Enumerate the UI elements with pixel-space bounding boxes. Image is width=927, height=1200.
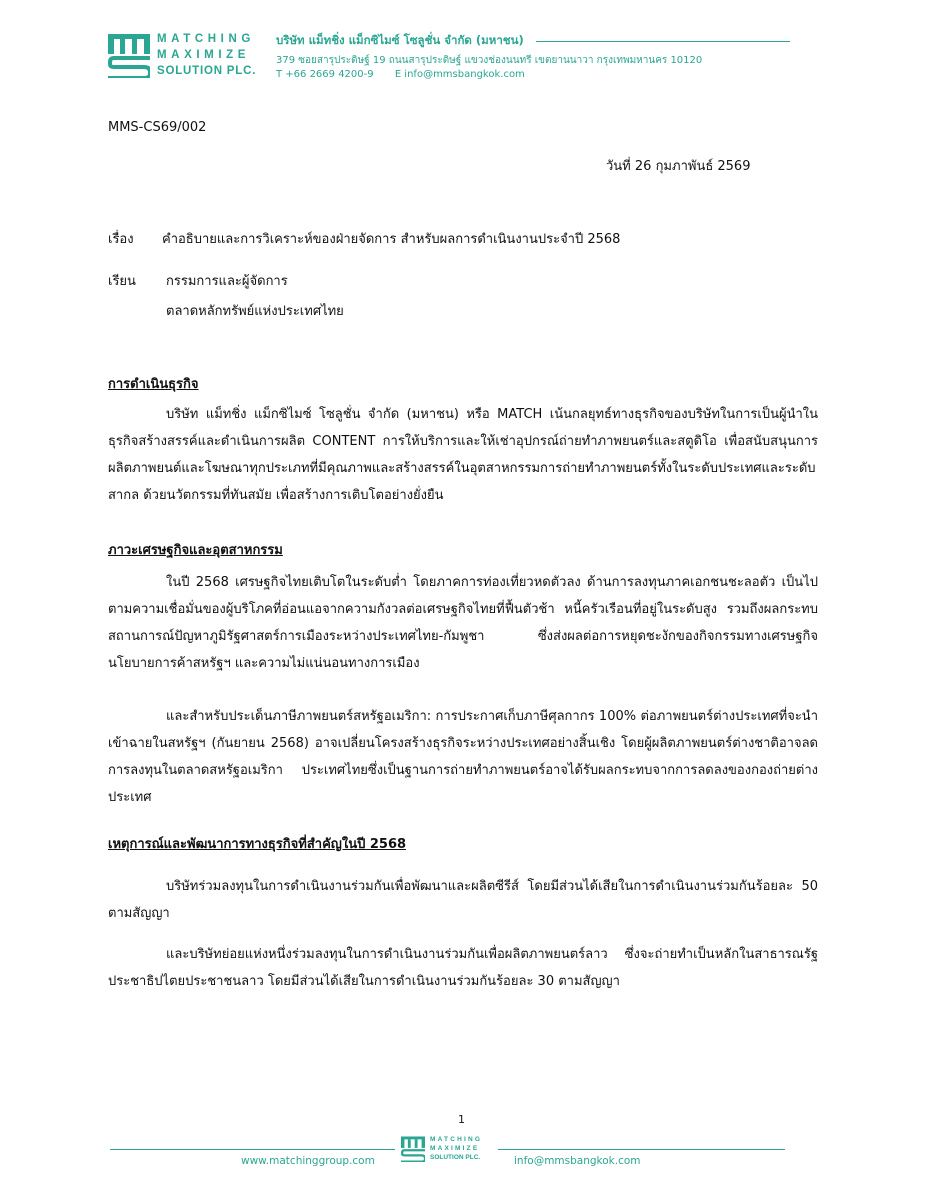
document-date: วันที่ 26 กุมภาพันธ์ 2569 [606, 159, 751, 174]
company-phone: T +66 2669 4200-9 [276, 69, 374, 80]
subject-text: คำอธิบายและการวิเคราะห์ของฝ่ายจัดการ สำหรับผลการดำเนินงานประจำปี 2568 [162, 232, 621, 247]
footer-divider-left [110, 1149, 395, 1150]
company-logo-text [157, 31, 256, 79]
company-name: บริษัท แม็ทชิ่ง แม็กซิไมซ์ โซลูชั่น จำกัด (มหาชน) [276, 33, 524, 47]
economy-paragraph-2 [108, 703, 818, 811]
logo-line-1: MATCHING [157, 33, 255, 45]
footer-logo-line-2: MAXIMIZE [430, 1145, 480, 1152]
business-paragraph [108, 401, 818, 509]
recipient-line-2: ตลาดหลักทรัพย์แห่งประเทศไทย [166, 304, 344, 319]
economy-paragraph-1 [108, 569, 818, 677]
header-divider [536, 41, 790, 42]
paragraph-text: บริษัทร่วมลงทุนในการดำเนินงานร่วมกันเพื่อพัฒนาและผลิตซีรีส์ โดยมีส่วนได้เสียในการดำเนินงานร่วมกันร้อยละ 50 ตามสัญญา [108, 879, 818, 921]
paragraph-text: บริษัท แม็ทชิ่ง แม็กซิไมซ์ โซลูชั่น จำกัด (มหาชน) หรือ MATCH เน้นกลยุทธ์ทางธุรกิจของบริษัทในการเป็นผู้นำในธุรกิจสร้างสรรค์และดำเนินการผลิต CONTENT การให้บริการและให้เช่าอุปกรณ์ถ่ายทำภาพยนตร์และสตูดิโอ เพื่อสนับสนุนการผลิตภาพยนต์และโฆษณาทุกประเภทที่มีคุณภาพและสร้างสรรค์ในอุตสาหกรรมการถ่ายทำภาพยนตร์ทั้งในระดับประเทศและระดับสากล ด้วยนวัตกรรมที่ทันสมัย เพื่อสร้างการเติบโตอย่างยั่งยืน [108, 407, 818, 503]
document-reference: MMS-CS69/002 [108, 120, 207, 135]
paragraph-text: ในปี 2568 เศรษฐกิจไทยเติบโตในระดับต่ำ โดยภาคการท่องเที่ยวหดตัวลง ด้านการลงทุนภาคเอกชนชะลอตัว เป็นไปตามความเชื่อมั่นของผู้บริโภคที่อ่อนแอจากความกังวลต่อเศรษฐกิจไทยที่ฟื้นตัวช้า หนี้ครัวเรือนที่อยู่ในระดับสูง รวมถึงผลกระทบสถานการณ์ปัญหาภูมิรัฐศาสตร์การเมืองระหว่างประเทศไทย-กัมพูชา ซึ่งส่งผลต่อการหยุดชะงักของกิจกรรมทางเศรษฐกิจ นโยบายการค้าสหรัฐฯ และความไม่แน่นอนทางการเมือง [108, 575, 818, 671]
logo-line-2: MAXIMIZE [157, 49, 251, 61]
paragraph-text: และบริษัทย่อยแห่งหนึ่งร่วมลงทุนในการดำเนินงานร่วมกันเพื่อผลิตภาพยนตร์ลาว ซึ่งจะถ่ายทำเป็นหลักในสาธารณรัฐประชาธิปไตยประชาชนลาว โดยมีส่วนได้เสียในการดำเนินงานร่วมกันร้อยละ 30 ตามสัญญา [108, 947, 818, 989]
footer-logo-line-1: MATCHING [430, 1136, 483, 1143]
logo-line-3: SOLUTION PLC. [157, 65, 257, 77]
events-paragraph-2 [108, 941, 818, 995]
company-contact [276, 69, 525, 80]
company-email: E info@mmsbangkok.com [394, 69, 525, 80]
footer-logo-icon [401, 1135, 425, 1162]
section-heading-business: การดำเนินธุรกิจ [108, 377, 199, 392]
footer-logo-line-3: SOLUTION PLC. [430, 1154, 481, 1161]
subject-label: เรื่อง [108, 232, 134, 247]
recipient-label: เรียน [108, 274, 136, 289]
section-heading-economy: ภาวะเศรษฐกิจและอุตสาหกรรม [108, 543, 283, 558]
events-paragraph-1 [108, 873, 818, 927]
recipient-line-1: กรรมการและผู้จัดการ [166, 274, 288, 289]
paragraph-text: และสำหรับประเด็นภาษีภาพยนตร์สหรัฐอเมริกา: การประกาศเก็บภาษีศุลกากร 100% ต่อภาพยนตร์ต่างประเทศที่จะนำเข้าฉายในสหรัฐฯ (กันยายน 2568) อาจเปลี่ยนโครงสร้างธุรกิจระหว่างประเทศอย่างสิ้นเชิง โดยผู้ผลิตภาพยนตร์ต่างชาติอาจลดการลงทุนในตลาดสหรัฐอเมริกา ประเทศไทยซึ่งเป็นฐานการถ่ายทำภาพยนตร์อาจได้รับผลกระทบจากการลดลงของกองถ่ายต่างประเทศ [108, 709, 818, 805]
page-number: 1 [458, 1113, 465, 1126]
company-logo-icon [108, 32, 150, 78]
footer-divider-right [498, 1149, 785, 1150]
section-heading-events: เหตุการณ์และพัฒนาการทางธุรกิจที่สำคัญในปี 2568 [108, 837, 407, 852]
company-address: 379 ซอยสารุประดิษฐ์ 19 ถนนสารุประดิษฐ์ แขวงช่องนนทรี เขตยานนาวา กรุงเทพมหานคร 10120 [276, 55, 703, 66]
footer-email: info@mmsbangkok.com [514, 1155, 641, 1167]
footer-website: www.matchinggroup.com [241, 1155, 375, 1167]
footer-logo-text [430, 1135, 482, 1162]
